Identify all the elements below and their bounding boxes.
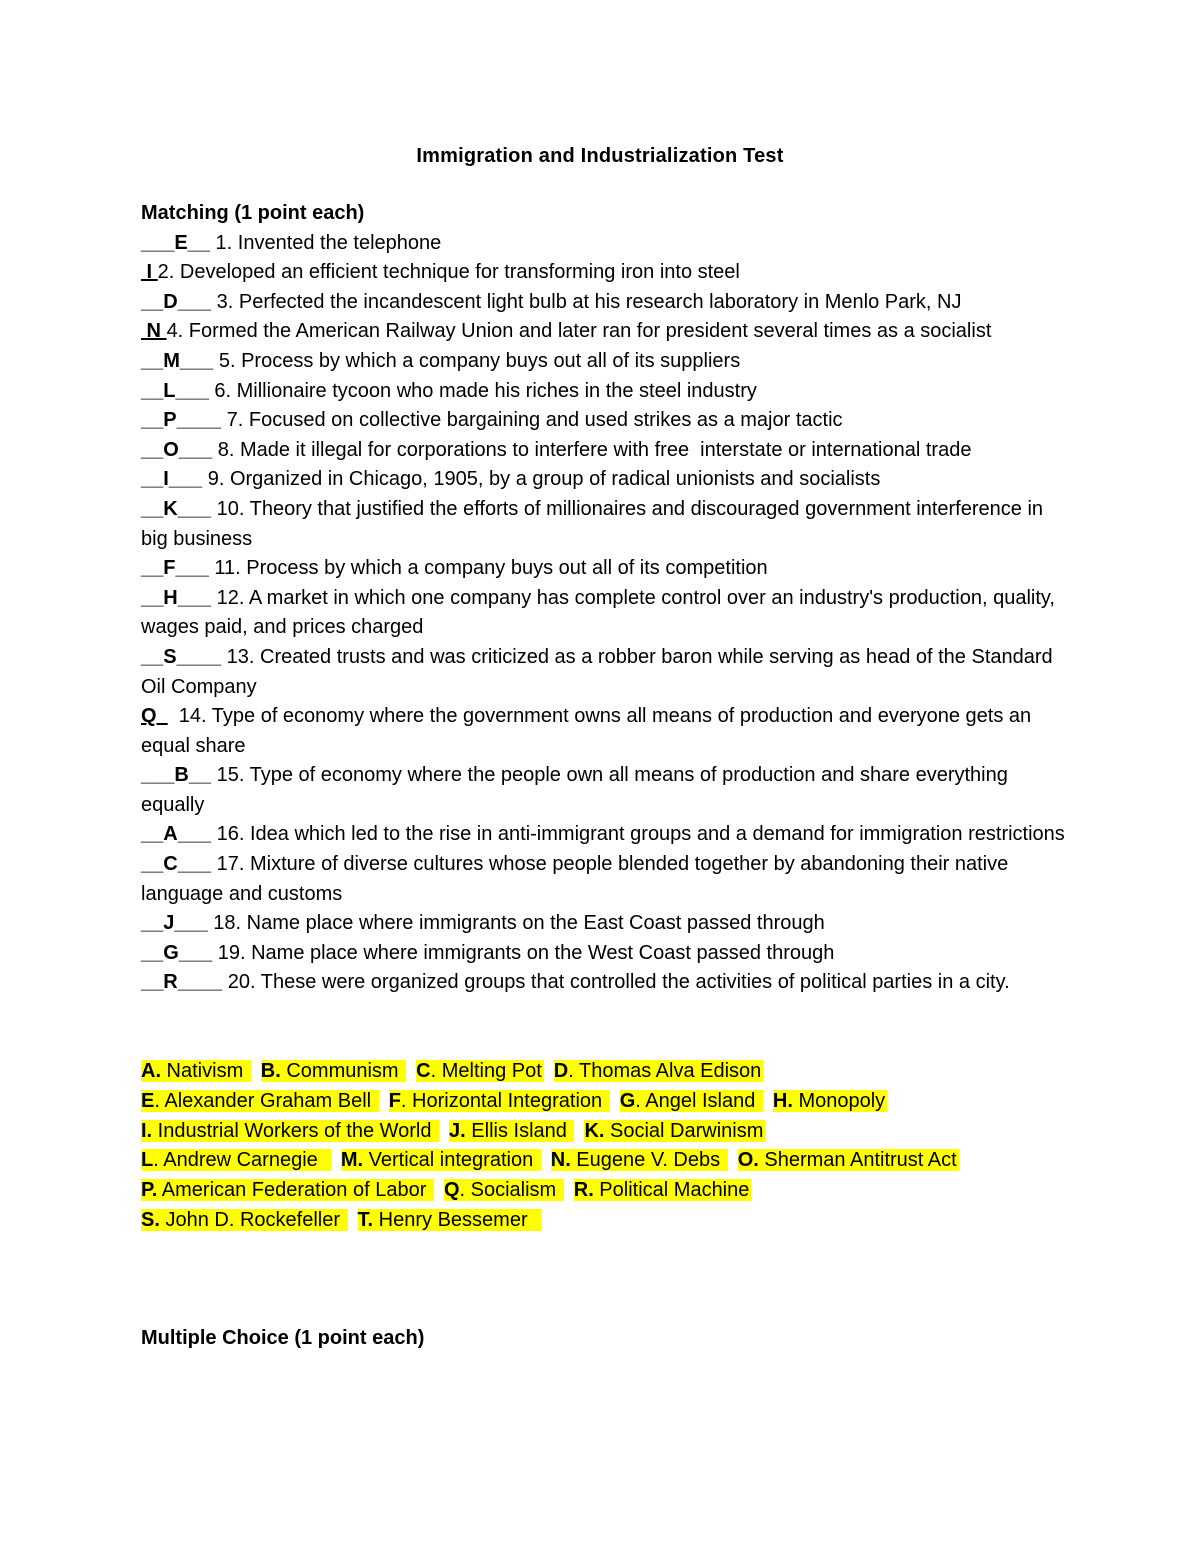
answer-blank[interactable]: __H___: [141, 586, 212, 609]
matching-item-text: 15. Type of economy where the people own all means of production and share everything equally: [141, 764, 1014, 816]
answer-bank: [141, 1057, 1071, 1236]
answer-option-letter: R.: [573, 1179, 594, 1202]
answer-blank[interactable]: __C___: [141, 853, 212, 876]
answer-option: [261, 1060, 406, 1082]
answer-option-term: Industrial Workers of the World: [152, 1119, 438, 1142]
answer-option-term: Communism: [280, 1060, 405, 1083]
matching-item: [141, 554, 1071, 584]
answer-option-letter: C: [416, 1060, 431, 1083]
matching-item-text: 19. Name place where immigrants on the West Coast passed through: [212, 941, 835, 964]
answer-option: [358, 1209, 541, 1231]
answer-blank[interactable]: __I___: [141, 468, 203, 491]
matching-item-text: 4. Formed the American Railway Union and later ran for president several times as a socialist: [166, 320, 992, 343]
answer-option: [551, 1149, 728, 1171]
matching-item-text: 14. Type of economy where the government owns all means of production and everyone gets an equal share: [141, 705, 1037, 757]
matching-item-text: 9. Organized in Chicago, 1905, by a group of radical unionists and socialists: [202, 468, 881, 491]
answer-blank[interactable]: __R____: [141, 971, 223, 994]
answer-option-letter: I.: [141, 1119, 153, 1142]
answer-option-letter: L: [141, 1149, 154, 1172]
matching-item-text: 3. Perfected the incandescent light bulb at his research laboratory in Menlo Park, NJ: [211, 290, 962, 313]
answer-option: [449, 1120, 574, 1142]
answer-option-term: Monopoly: [792, 1089, 886, 1112]
matching-item: [141, 820, 1071, 850]
matching-item-text: 16. Idea which led to the rise in anti-immigrant groups and a demand for immigration restrictions: [211, 823, 1065, 846]
matching-item: [141, 258, 1071, 288]
answer-blank[interactable]: N: [141, 320, 167, 343]
answer-option-letter: A.: [141, 1060, 161, 1083]
answer-option-term: . Socialism: [459, 1179, 562, 1202]
matching-item: [141, 465, 1071, 495]
answer-option: [141, 1120, 439, 1142]
matching-item: [141, 702, 1071, 761]
answer-bank-row: [141, 1176, 1071, 1206]
answer-option-term: Sherman Antitrust Act: [758, 1149, 957, 1172]
matching-item-text: 11. Process by which a company buys out all of its competition: [208, 557, 768, 580]
answer-option: [620, 1090, 763, 1112]
answer-blank[interactable]: __F___: [141, 557, 209, 580]
matching-item-text: 12. A market in which one company has complete control over an industry's production, quality, wages paid, and prices charged: [141, 586, 1061, 639]
answer-option: [416, 1060, 544, 1082]
answer-option: [141, 1209, 348, 1231]
answer-option: [141, 1060, 251, 1082]
answer-blank[interactable]: I: [141, 261, 158, 284]
answer-blank[interactable]: __A___: [141, 823, 212, 846]
matching-item: [141, 909, 1071, 939]
matching-item-text: 5. Process by which a company buys out all of its suppliers: [213, 349, 741, 372]
answer-option-term: Social Darwinism: [604, 1119, 764, 1142]
answer-option-term: . Angel Island: [635, 1089, 761, 1112]
matching-item: [141, 643, 1071, 702]
answer-blank[interactable]: ___B__: [141, 764, 212, 787]
matching-item-text: 8. Made it illegal for corporations to interfere with free interstate or international trade: [212, 438, 972, 461]
answer-bank-row: [141, 1087, 1071, 1117]
answer-option-letter: K.: [584, 1119, 605, 1142]
answer-option-letter: F: [388, 1089, 401, 1112]
matching-item-text: 13. Created trusts and was criticized as a robber baron while serving as head of the Standard Oil Company: [141, 645, 1059, 698]
matching-item-text: 18. Name place where immigrants on the East Coast passed through: [207, 912, 825, 935]
answer-option-letter: D: [553, 1060, 569, 1083]
answer-option-term: . Thomas Alva Edison: [568, 1060, 762, 1083]
matching-item-text: 6. Millionaire tycoon who made his riches in the steel industry: [208, 379, 757, 402]
matching-item: [141, 347, 1071, 377]
answer-option-letter: E: [141, 1089, 155, 1112]
answer-option-term: American Federation of Labor: [157, 1179, 432, 1202]
multiple-choice-heading: Multiple Choice (1 point each): [141, 1326, 425, 1349]
answer-option-term: Eugene V. Debs: [570, 1149, 726, 1172]
matching-list: [141, 229, 1071, 998]
answer-option-letter: J.: [449, 1119, 466, 1142]
answer-option-term: John D. Rockefeller: [159, 1209, 346, 1232]
answer-option-term: Henry Bessemer: [373, 1209, 539, 1232]
answer-option-letter: Q: [443, 1179, 460, 1202]
answer-option-letter: T.: [357, 1209, 374, 1232]
answer-option-term: . Melting Pot: [430, 1060, 542, 1083]
answer-option-letter: O.: [737, 1149, 759, 1172]
answer-blank[interactable]: __O___: [141, 438, 213, 461]
answer-blank[interactable]: __G___: [141, 941, 213, 964]
matching-item-text: 1. Invented the telephone: [209, 231, 442, 254]
answer-option: [389, 1090, 610, 1112]
matching-item: [141, 939, 1071, 969]
matching-heading: Matching (1 point each): [141, 202, 365, 224]
matching-item: [141, 584, 1071, 643]
matching-item-text: 2. Developed an efficient technique for transforming iron into steel: [157, 261, 740, 284]
matching-item: [141, 850, 1071, 909]
matching-item: [141, 229, 1071, 259]
answer-bank-row: [141, 1117, 1071, 1147]
answer-bank-row: [141, 1146, 1071, 1176]
answer-blank[interactable]: __J___: [141, 912, 208, 935]
answer-option: [141, 1090, 379, 1112]
matching-item: [141, 761, 1071, 820]
matching-item-text: 20. These were organized groups that controlled the activities of political parties in a city.: [222, 971, 1010, 994]
answer-option-term: Nativism: [161, 1060, 249, 1083]
matching-item-text: 7. Focused on collective bargaining and used strikes as a major tactic: [221, 409, 843, 432]
matching-item: [141, 288, 1071, 318]
answer-option-letter: N.: [550, 1149, 571, 1172]
answer-option: [444, 1179, 564, 1201]
answer-option-term: Political Machine: [593, 1179, 750, 1202]
answer-option: [141, 1149, 331, 1171]
answer-option-letter: P.: [141, 1179, 158, 1202]
answer-bank-row: [141, 1057, 1071, 1087]
document-body: [141, 199, 1071, 1353]
answer-option-letter: M.: [340, 1149, 364, 1172]
answer-blank[interactable]: Q: [141, 705, 168, 728]
matching-item-text: 10. Theory that justified the efforts of millionaires and discouraged government interference in big business: [141, 497, 1049, 550]
answer-bank-row: [141, 1206, 1071, 1236]
answer-option: [773, 1090, 887, 1112]
answer-option-letter: H.: [772, 1089, 793, 1112]
answer-option: [738, 1149, 959, 1171]
answer-blank[interactable]: __S____: [141, 645, 222, 668]
answer-option: [141, 1179, 434, 1201]
matching-item: [141, 317, 1071, 347]
answer-option-letter: S.: [141, 1209, 160, 1232]
page-title: Immigration and Industrialization Test: [416, 145, 784, 167]
matching-item: [141, 436, 1071, 466]
matching-item: [141, 406, 1071, 436]
answer-blank[interactable]: __M___: [141, 349, 214, 372]
answer-blank[interactable]: __P____: [141, 409, 222, 432]
answer-option-letter: G: [619, 1089, 636, 1112]
answer-blank[interactable]: __K___: [141, 497, 212, 520]
matching-item: [141, 377, 1071, 407]
matching-item-text: 17. Mixture of diverse cultures whose people blended together by abandoning their native language and customs: [141, 853, 1014, 905]
answer-option: [574, 1179, 752, 1201]
answer-option-term: Ellis Island: [465, 1119, 573, 1142]
answer-option-term: . Andrew Carnegie: [153, 1149, 329, 1172]
matching-item: [141, 968, 1071, 998]
answer-option-letter: B.: [260, 1060, 281, 1083]
answer-option: [584, 1120, 765, 1142]
answer-blank[interactable]: __L___: [141, 379, 209, 402]
answer-option-term: . Alexander Graham Bell: [154, 1089, 377, 1112]
answer-blank[interactable]: ___E__: [141, 231, 210, 254]
answer-blank[interactable]: __D___: [141, 290, 212, 313]
answer-option-term: Vertical integration: [363, 1149, 539, 1172]
answer-option: [554, 1060, 764, 1082]
answer-option: [341, 1149, 541, 1171]
matching-item: [141, 495, 1071, 554]
answer-option-term: . Horizontal Integration: [400, 1089, 608, 1112]
